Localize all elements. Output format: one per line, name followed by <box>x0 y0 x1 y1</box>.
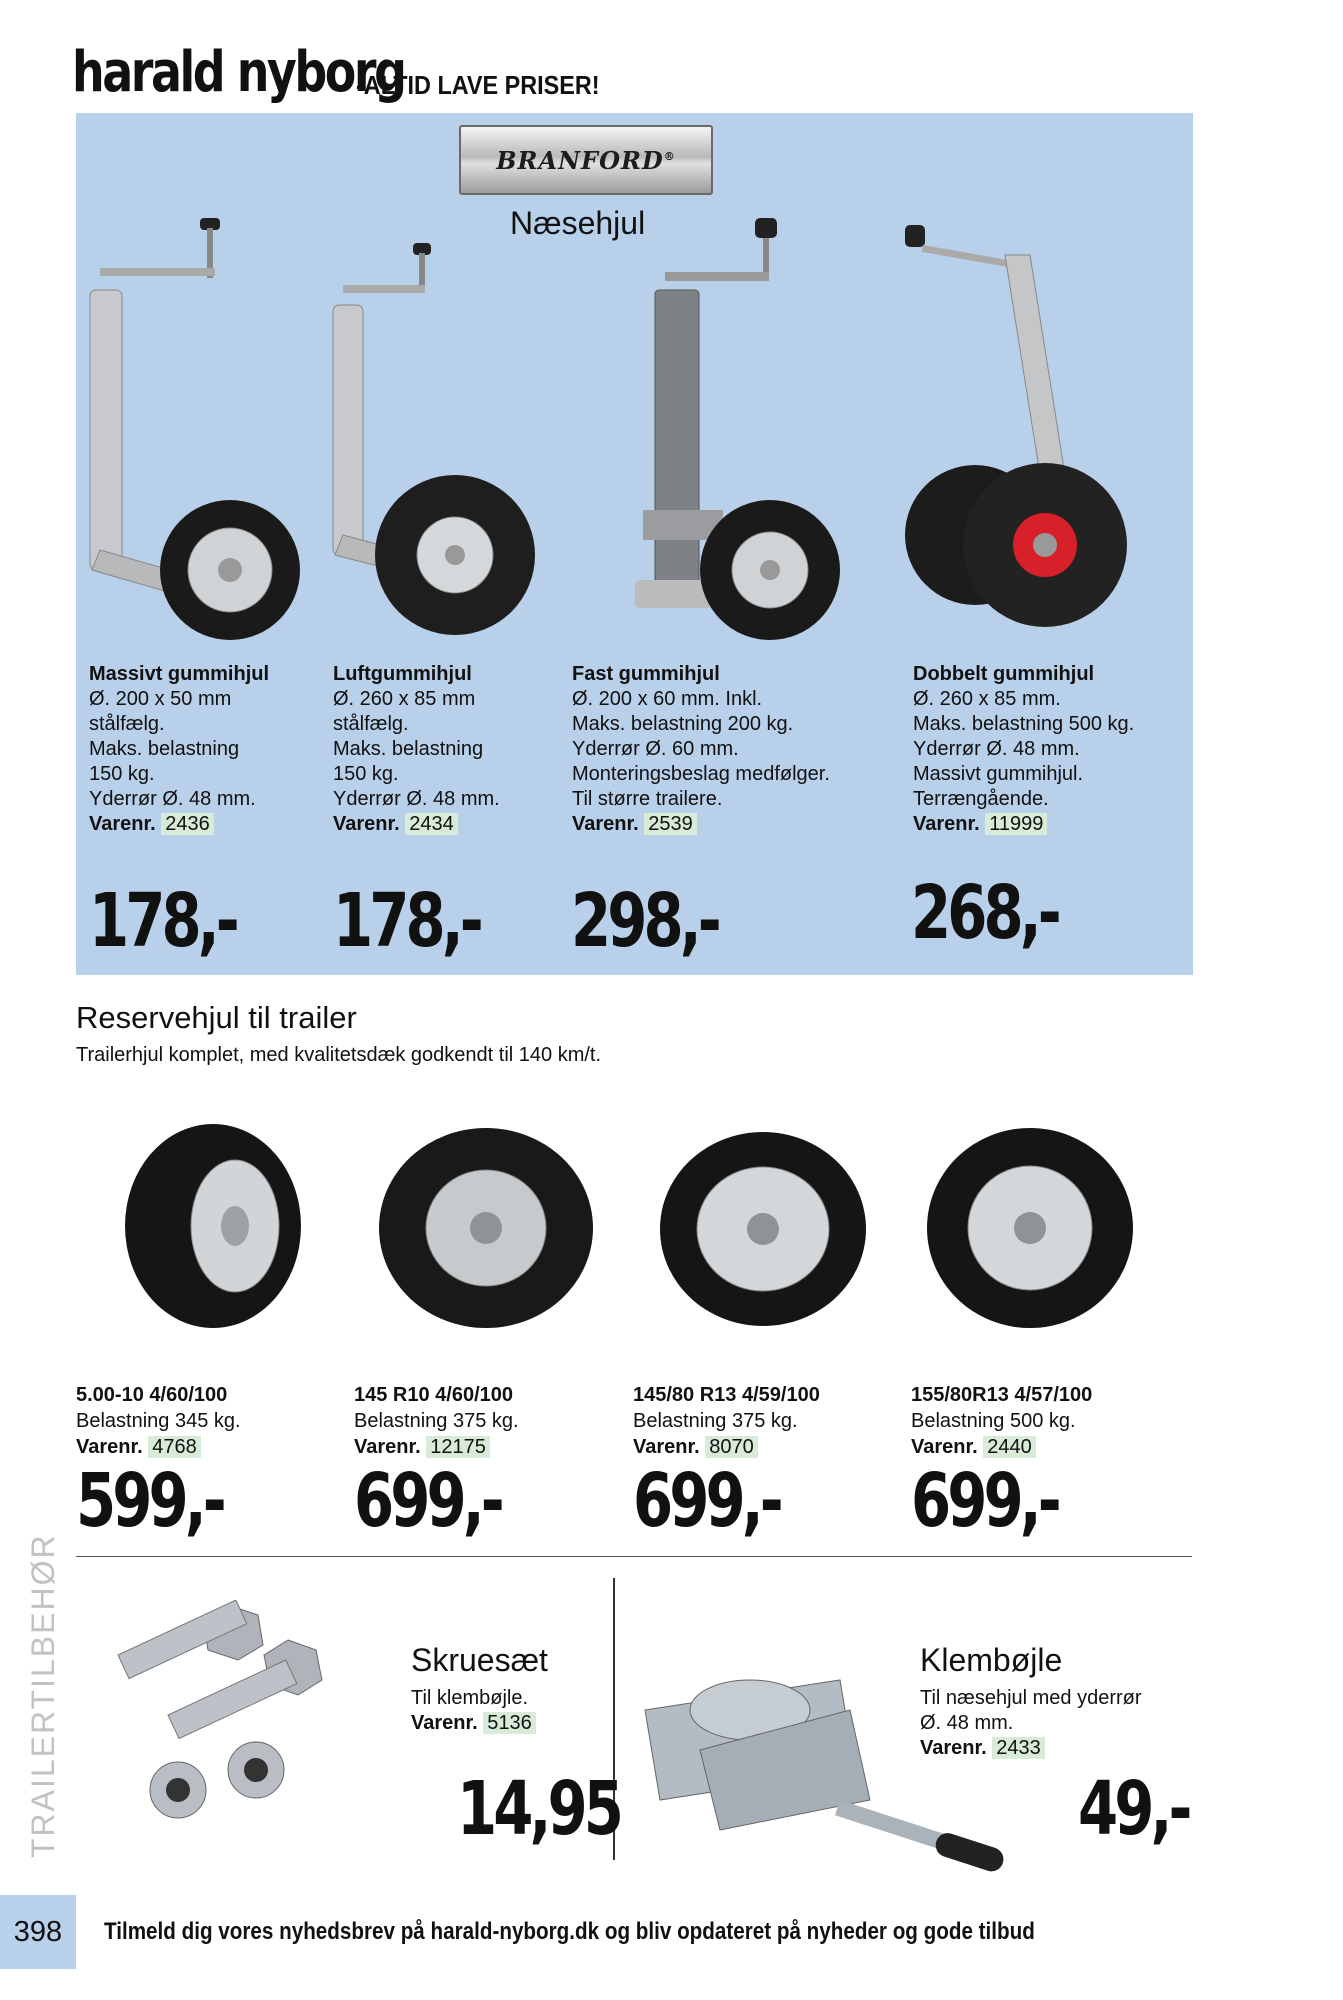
varenr-value: 2433 <box>992 1737 1045 1759</box>
price: 699,- <box>633 1458 780 1544</box>
price: 49,- <box>1078 1766 1189 1852</box>
accessory-spec <box>411 1686 536 1736</box>
tagline: -ALTID LAVE PRISER! <box>356 70 600 100</box>
reserve-title: Reservehjul til trailer <box>76 1000 357 1035</box>
tire-load: Belastning 500 kg. <box>911 1410 1076 1432</box>
product-spec-2 <box>333 662 500 837</box>
spec-line: Yderrør Ø. 48 mm. <box>89 788 256 810</box>
trailer-tire-icon <box>925 1126 1135 1330</box>
price: 599,- <box>76 1458 223 1544</box>
spec-line: Maks. belastning <box>89 738 240 760</box>
spec-line: 150 kg. <box>333 763 399 785</box>
varenr-value: 2436 <box>161 813 214 835</box>
tire-spec-3 <box>633 1382 820 1460</box>
jockey-wheel-double-icon <box>905 215 1135 635</box>
jockey-wheel-single-icon <box>80 210 300 650</box>
spec-line: Terrængående. <box>913 788 1049 810</box>
page-number: 398 <box>0 1895 76 1969</box>
tire-spec-4 <box>911 1382 1092 1460</box>
varenr-label: Varenr. <box>76 1436 143 1458</box>
spec-line: stålfælg. <box>89 713 165 735</box>
tire-load: Belastning 375 kg. <box>633 1410 798 1432</box>
spec-line: Ø. 200 x 50 mm <box>89 688 232 710</box>
reserve-subtitle: Trailerhjul komplet, med kvalitetsdæk godkendt til 140 km/t. <box>76 1044 602 1066</box>
spec-line: Ø. 260 x 85 mm. <box>913 688 1061 710</box>
side-category-label: TRAILERTILBEHØR <box>25 1533 61 1858</box>
product-spec-3 <box>572 662 830 837</box>
price: 178,- <box>333 878 480 964</box>
spec-line: Maks. belastning 200 kg. <box>572 713 794 735</box>
varenr-label: Varenr. <box>333 813 400 835</box>
varenr-value: 11999 <box>985 813 1047 835</box>
product-spec-4 <box>913 662 1134 837</box>
spec-line: Yderrør Ø. 60 mm. <box>572 738 739 760</box>
accessory-title: Skruesæt <box>411 1642 548 1678</box>
varenr-label: Varenr. <box>913 813 980 835</box>
tire-size: 5.00-10 4/60/100 <box>76 1384 228 1406</box>
varenr-label: Varenr. <box>411 1712 478 1734</box>
branford-badge <box>459 125 713 195</box>
tire-size: 145/80 R13 4/59/100 <box>633 1384 820 1406</box>
spec-line: 150 kg. <box>89 763 155 785</box>
tire-spec-1 <box>76 1382 241 1460</box>
varenr-value: 4768 <box>148 1436 201 1458</box>
spec-line: Til klembøjle. <box>411 1687 529 1709</box>
varenr-label: Varenr. <box>354 1436 421 1458</box>
varenr-value: 12175 <box>426 1436 490 1458</box>
varenr-value: 8070 <box>705 1436 758 1458</box>
price: 14,95 <box>457 1766 621 1852</box>
product-spec-1 <box>89 662 269 837</box>
accessory-spec <box>920 1686 1142 1761</box>
spec-line: Ø. 48 mm. <box>920 1712 1014 1734</box>
tire-size: 155/80R13 4/57/100 <box>911 1384 1093 1406</box>
price: 268,- <box>911 870 1058 956</box>
jockey-wheel-heavy-icon <box>625 210 865 650</box>
varenr-value: 2539 <box>644 813 697 835</box>
spec-line: Yderrør Ø. 48 mm. <box>913 738 1080 760</box>
varenr-label: Varenr. <box>572 813 639 835</box>
spec-line: Ø. 260 x 85 mm <box>333 688 476 710</box>
trailer-tire-icon <box>122 1122 304 1330</box>
section-divider <box>76 1556 1192 1557</box>
price: 298,- <box>571 878 718 964</box>
tire-load: Belastning 375 kg. <box>354 1410 519 1432</box>
varenr-label: Varenr. <box>633 1436 700 1458</box>
varenr-label: Varenr. <box>89 813 156 835</box>
varenr-value: 2434 <box>405 813 458 835</box>
spec-line: stålfælg. <box>333 713 409 735</box>
price: 699,- <box>354 1458 501 1544</box>
price: 178,- <box>89 878 236 964</box>
tire-spec-2 <box>354 1382 519 1460</box>
section-title: Næsehjul <box>510 205 646 241</box>
varenr-label: Varenr. <box>920 1737 987 1759</box>
trailer-tire-icon <box>658 1130 868 1328</box>
product-name: Massivt gummihjul <box>89 663 270 685</box>
spec-line: Monteringsbeslag medfølger. <box>572 763 830 785</box>
spec-line: Til næsehjul med yderrør <box>920 1687 1142 1709</box>
product-name: Fast gummihjul <box>572 663 720 685</box>
spec-line: Maks. belastning <box>333 738 484 760</box>
newsletter-text: Tilmeld dig vores nyhedsbrev på harald-nyborg.dk og bliv opdateret på nyheder og gode tilbud <box>104 1918 1035 1945</box>
spec-line: Ø. 200 x 60 mm. Inkl. <box>572 688 763 710</box>
product-name: Dobbelt gummihjul <box>913 663 1095 685</box>
tire-size: 145 R10 4/60/100 <box>354 1384 514 1406</box>
bolt-set-icon <box>108 1600 348 1830</box>
trailer-tire-icon <box>377 1125 595 1331</box>
jockey-wheel-pneumatic-icon <box>325 235 545 655</box>
spec-line: Maks. belastning 500 kg. <box>913 713 1135 735</box>
varenr-value: 5136 <box>483 1712 536 1734</box>
spec-line: Massivt gummihjul. <box>913 763 1084 785</box>
price: 699,- <box>911 1458 1058 1544</box>
accessory-title: Klembøjle <box>920 1642 1063 1678</box>
product-name: Luftgummihjul <box>333 663 472 685</box>
brand-logo: harald nyborg <box>72 40 405 105</box>
varenr-label: Varenr. <box>911 1436 978 1458</box>
varenr-value: 2440 <box>983 1436 1036 1458</box>
spec-line: Til større trailere. <box>572 788 723 810</box>
spec-line: Yderrør Ø. 48 mm. <box>333 788 500 810</box>
brand-name: BRANFORD® <box>496 145 676 175</box>
tire-load: Belastning 345 kg. <box>76 1410 241 1432</box>
